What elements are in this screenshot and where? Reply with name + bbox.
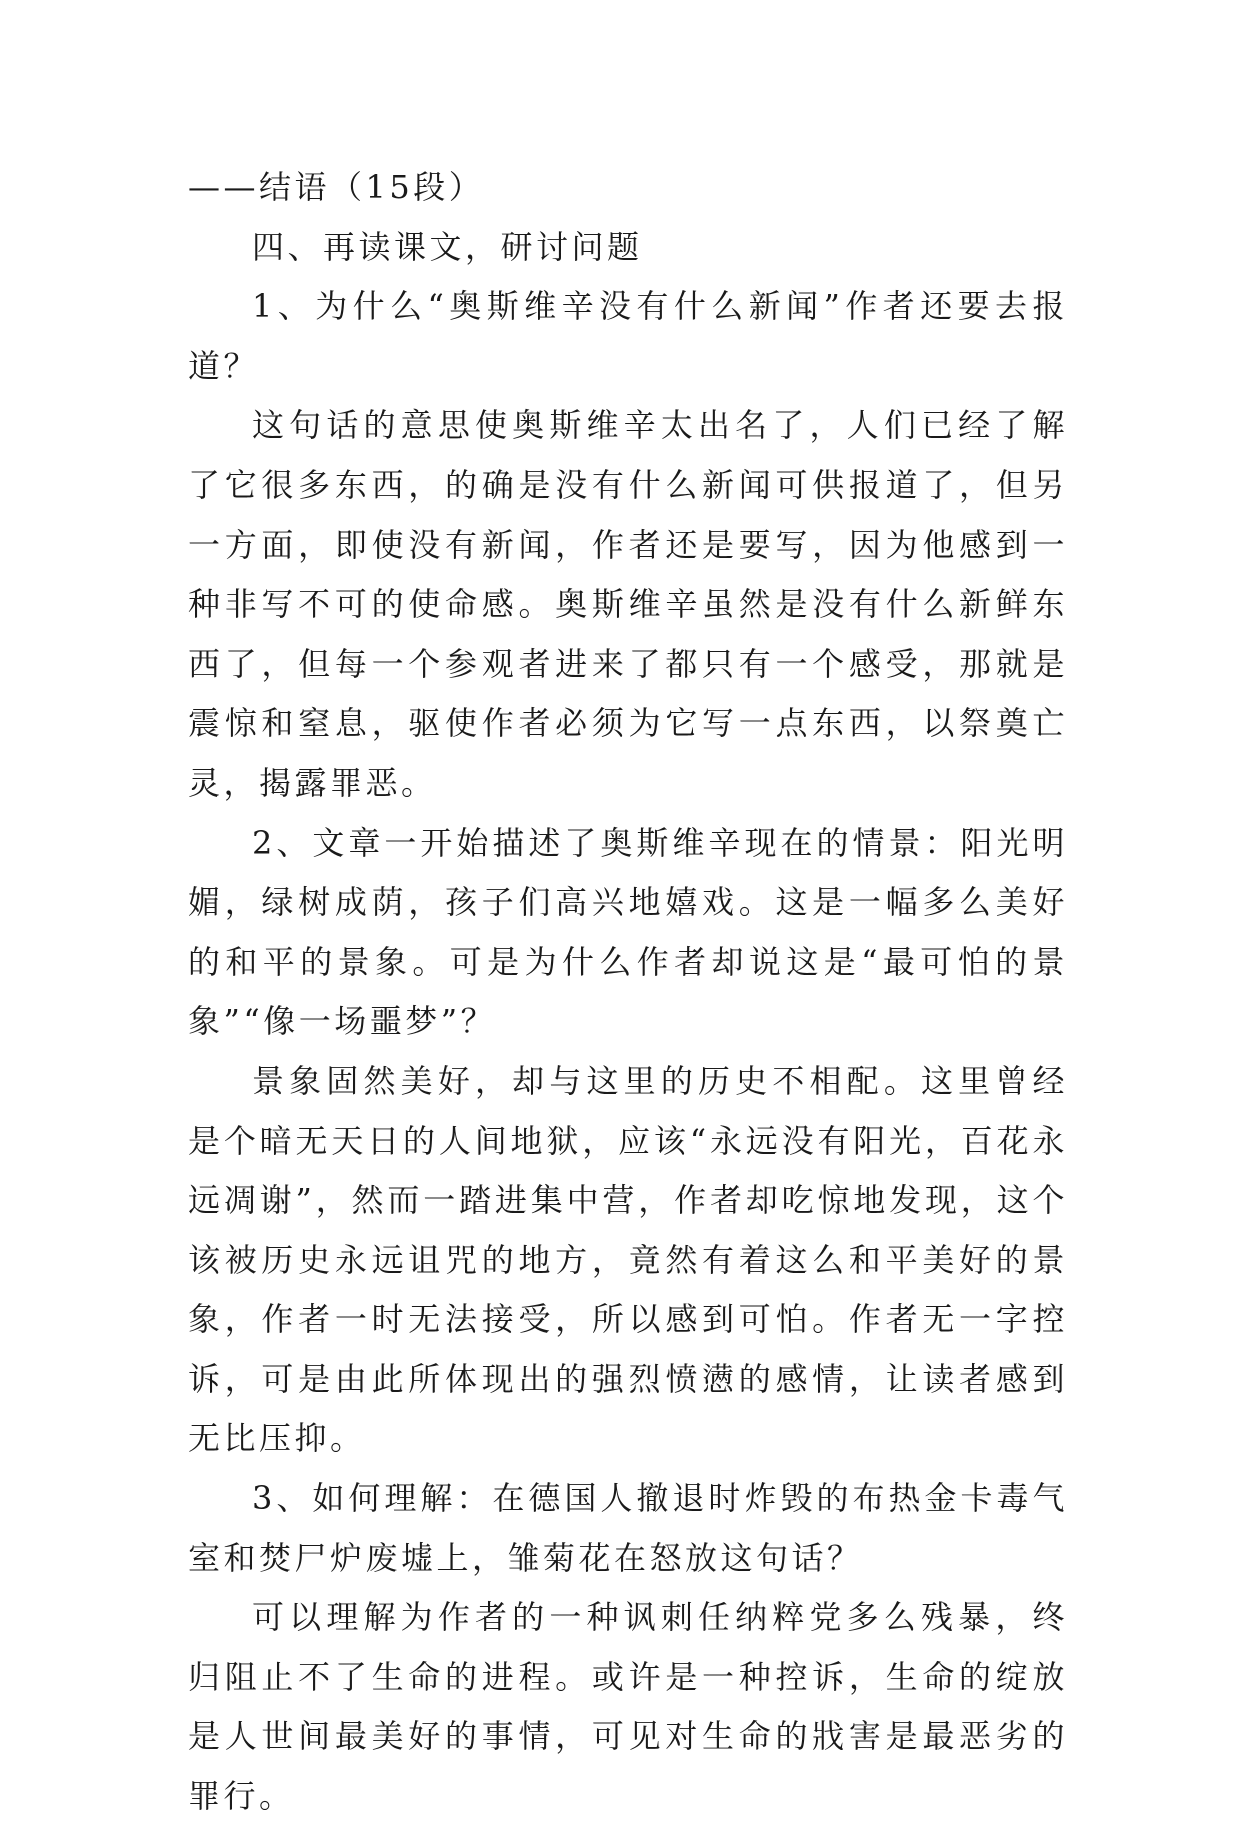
- conclusion-heading: ——结语（15段）: [188, 168, 485, 206]
- answer-2: 景象固然美好，却与这里的历史不相配。这里曾经是个暗无天日的人间地狱，应该“永远没有阳光，百花永远凋谢”，然而一踏进集中营，作者却吃惊地发现，这个该被历史永远诅咒的地方，竟然有着这么和平美好的景象，作者一时无法接受，所以感到可怕。作者无一字控诉，可是由此所体现出的强烈愤懑的感情，让读者感到无比压抑。: [188, 1061, 1068, 1458]
- question-1: 1、为什么“奥斯维辛没有什么新闻”作者还要去报道？: [188, 287, 1068, 385]
- document-body: [188, 158, 1068, 1827]
- answer-3: 可以理解为作者的一种讽刺任纳粹党多么残暴，终归阻止不了生命的进程。或许是一种控诉，生命的绽放是人世间最美好的事情，可见对生命的戕害是最恶劣的罪行。: [188, 1598, 1068, 1816]
- question-2: 2、文章一开始描述了奥斯维辛现在的情景：阳光明媚，绿树成荫，孩子们高兴地嬉戏。这是一幅多么美好的和平的景象。可是为什么作者却说这是“最可怕的景象”“像一场噩梦”？: [188, 823, 1068, 1041]
- answer-1: 这句话的意思使奥斯维辛太出名了，人们已经了解了它很多东西，的确是没有什么新闻可供报道了，但另一方面，即使没有新闻，作者还是要写，因为他感到一种非写不可的使命感。奥斯维辛虽然是没有什么新鲜东西了，但每一个参观者进来了都只有一个感受，那就是震惊和窒息，驱使作者必须为它写一点东西，以祭奠亡灵，揭露罪恶。: [188, 406, 1068, 802]
- question-3: 3、如何理解：在德国人撤退时炸毁的布热金卡毒气室和焚尸炉废墟上，雏菊花在怒放这句话？: [188, 1479, 1068, 1577]
- section-four-heading: 四、再读课文，研讨问题: [252, 227, 643, 266]
